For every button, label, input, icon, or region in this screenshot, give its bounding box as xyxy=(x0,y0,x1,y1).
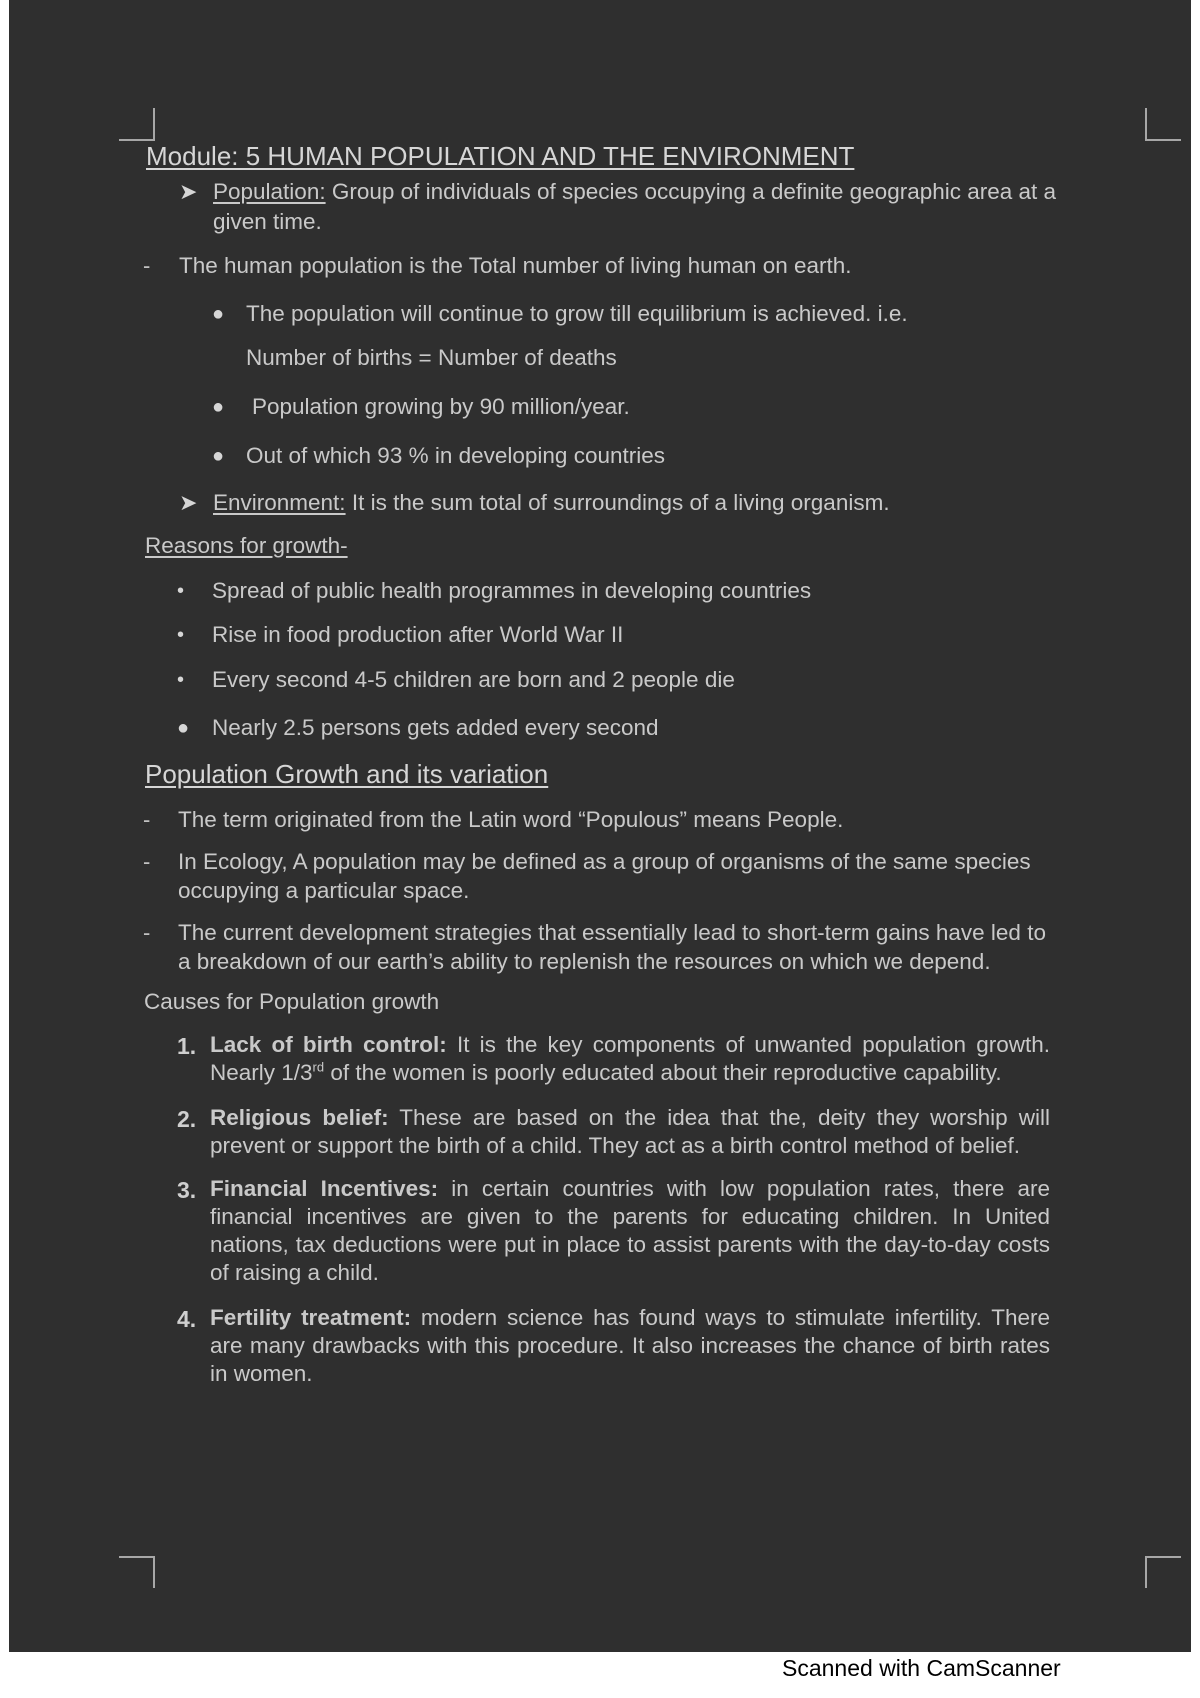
cause-number: 3. xyxy=(177,1177,197,1203)
bullet-icon: ● xyxy=(177,717,190,739)
cause-item-religious-belief xyxy=(210,1104,1050,1160)
cause-superscript: rd xyxy=(312,1059,325,1075)
variation-item: The term originated from the Latin word “Populous” means People. xyxy=(178,807,844,832)
environment-term: Environment: xyxy=(213,490,346,515)
growth-variation-heading: Population Growth and its variation xyxy=(145,759,549,789)
cause-item-financial-incentives xyxy=(210,1175,1050,1287)
equilibrium-equation: Number of births = Number of deaths xyxy=(246,345,617,370)
cause-text: It is the key components of unwanted population growth. Nearly 1/3 xyxy=(210,1032,1051,1085)
growth-rate-text: Population growing by 90 million/year. xyxy=(252,394,630,419)
cause-term: Religious belief: xyxy=(210,1105,389,1130)
cause-text: modern science has found ways to stimulate infertility. There are many drawbacks with this procedure. It also increases the chance of birth rates in women. xyxy=(210,1305,1050,1386)
crop-mark-top-left xyxy=(119,108,155,141)
bullet-icon: • xyxy=(177,624,185,646)
environment-definition xyxy=(213,488,890,518)
reason-item: Rise in food production after World War II xyxy=(212,622,624,647)
cause-text: in certain countries with low population rates, there are financial incentives are given to the parents for educating children. In United nations, tax deductions were put in place to assist parents with the day-to-day costs of raising a child. xyxy=(210,1176,1051,1285)
variation-item: The current development strategies that essentially lead to short-term gains have led to a breakdown of our earth’s ability to replenish the resources on which we depend. xyxy=(178,920,1046,974)
variation-item: In Ecology, A population may be defined as a group of organisms of the same species occupying a particular space. xyxy=(178,849,1031,903)
cause-text: These are based on the idea that the, deity they worship will prevent or support the birth of a child. They act as a birth control method of belief. xyxy=(210,1105,1050,1158)
crop-mark-bottom-left xyxy=(119,1556,155,1588)
developing-countries-text: Out of which 93 % in developing countries xyxy=(246,443,665,468)
environment-text: It is the sum total of surroundings of a living organism. xyxy=(345,490,890,515)
dash-bullet-icon: - xyxy=(143,807,151,832)
crop-mark-bottom-right xyxy=(1145,1556,1181,1588)
cause-text-after: of the women is poorly educated about their reproductive capability. xyxy=(324,1060,1002,1085)
population-definition xyxy=(213,177,1073,237)
population-term: Population: xyxy=(213,179,326,204)
cause-number: 4. xyxy=(177,1306,197,1332)
growth-equilibrium-text: The population will continue to grow till equilibrium is achieved. i.e. xyxy=(246,301,908,326)
dash-bullet-icon: - xyxy=(143,849,151,874)
crop-mark-top-right xyxy=(1145,108,1181,141)
cause-number: 1. xyxy=(177,1033,197,1059)
bullet-icon: • xyxy=(177,669,185,691)
reason-item: Nearly 2.5 persons gets added every second xyxy=(212,715,659,740)
reasons-heading: Reasons for growth- xyxy=(145,533,348,558)
cause-item-birth-control xyxy=(210,1031,1050,1087)
cause-number: 2. xyxy=(177,1106,197,1132)
scanner-watermark: Scanned with CamScanner xyxy=(782,1655,1061,1681)
bullet-icon: ● xyxy=(212,303,225,325)
cause-item-fertility-treatment xyxy=(210,1304,1050,1388)
cause-term: Lack of birth control: xyxy=(210,1032,447,1057)
population-text: Group of individuals of species occupying a definite geographic area at a given time. xyxy=(213,179,1057,234)
scanned-page xyxy=(9,0,1191,1652)
cause-term: Financial Incentives: xyxy=(210,1176,439,1201)
arrow-bullet-icon: ➤ xyxy=(179,490,198,515)
page-title: Module: 5 HUMAN POPULATION AND THE ENVIRONMENT xyxy=(146,141,855,171)
reason-item: Spread of public health programmes in developing countries xyxy=(212,578,812,603)
dash-bullet-icon: - xyxy=(143,920,151,945)
arrow-bullet-icon: ➤ xyxy=(179,179,198,204)
bullet-icon: ● xyxy=(212,396,225,418)
bullet-icon: ● xyxy=(212,445,225,467)
reason-item: Every second 4-5 children are born and 2 people die xyxy=(212,667,735,692)
dash-bullet-icon: - xyxy=(143,253,151,278)
cause-term: Fertility treatment: xyxy=(210,1305,412,1330)
human-population-text: The human population is the Total number of living human on earth. xyxy=(179,253,852,278)
causes-heading: Causes for Population growth xyxy=(144,989,440,1014)
bullet-icon: • xyxy=(177,580,185,602)
